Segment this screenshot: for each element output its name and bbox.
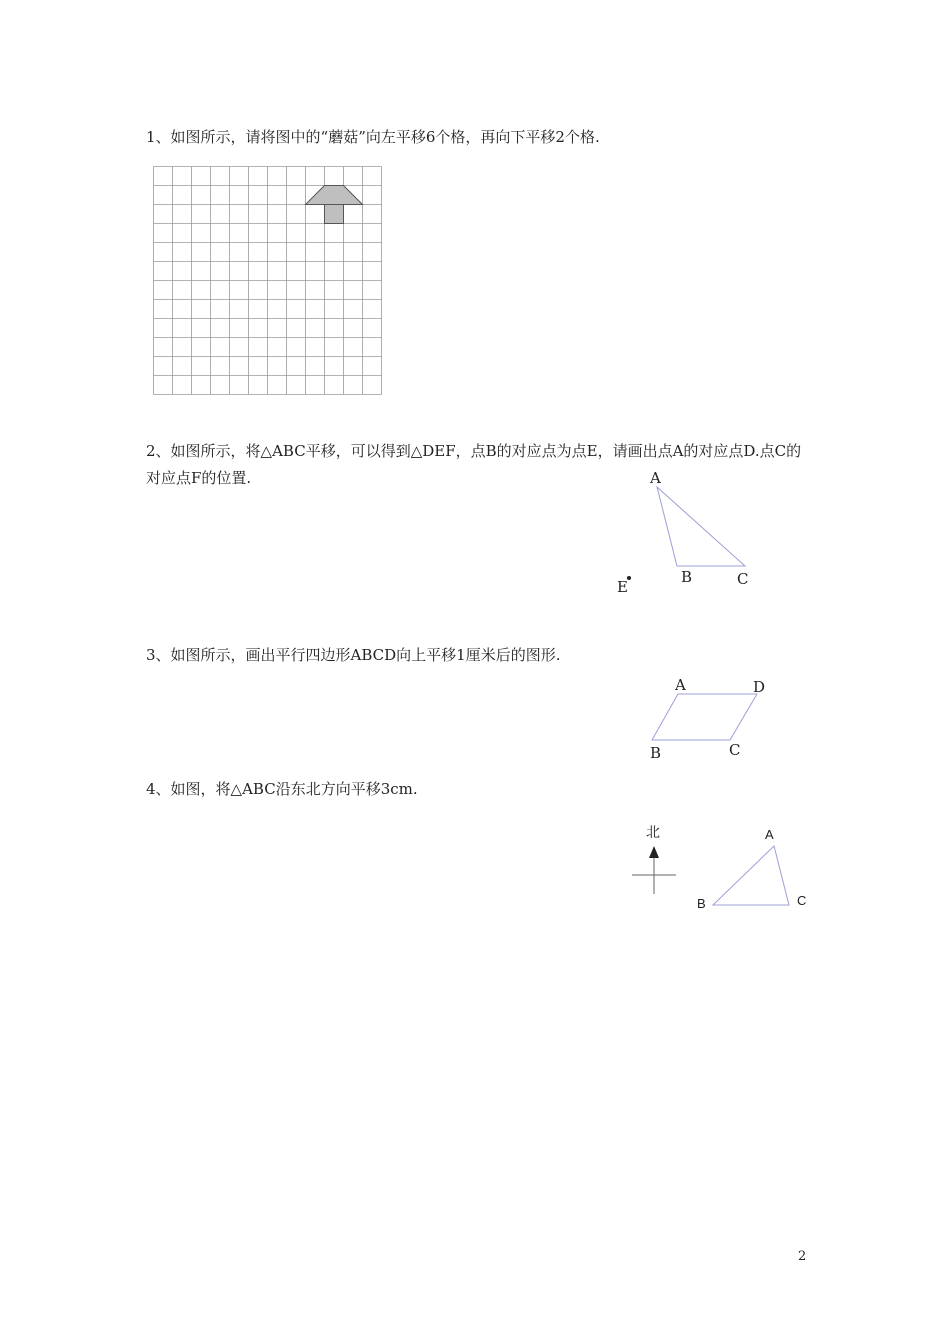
label-b: B bbox=[650, 744, 662, 762]
question-3: 3、如图所示，画出平行四边形ABCD向上平移1厘米后的图形. bbox=[146, 646, 561, 664]
label-b: B bbox=[681, 568, 693, 586]
label-c: C bbox=[797, 893, 807, 908]
label-e: E bbox=[617, 578, 628, 596]
label-c: C bbox=[737, 570, 749, 588]
mushroom-cap bbox=[306, 186, 363, 205]
mushroom-stem bbox=[325, 205, 344, 224]
north-label: 北 bbox=[646, 825, 660, 841]
north-arrow-icon bbox=[649, 846, 659, 858]
triangle-abc-outline bbox=[657, 487, 745, 566]
question-1: 1、如图所示，请将图中的“蘑菇”向左平移6个格，再向下平移2个格. bbox=[146, 128, 600, 146]
label-b: B bbox=[697, 896, 706, 911]
label-a: A bbox=[675, 676, 686, 694]
label-a: A bbox=[765, 827, 774, 842]
label-a: A bbox=[650, 469, 661, 487]
triangle-abc-outline bbox=[713, 846, 789, 905]
grid-figure bbox=[153, 166, 381, 396]
question-4: 4、如图，将△ABC沿东北方向平移3cm. bbox=[146, 780, 418, 798]
label-c: C bbox=[729, 741, 741, 759]
page-number: 2 bbox=[798, 1249, 807, 1264]
triangle-abc-figure-4 bbox=[700, 830, 800, 920]
parallelogram-outline bbox=[652, 694, 757, 740]
triangle-abc-figure-2 bbox=[640, 470, 770, 610]
question-2: 2、如图所示，将△ABC平移，可以得到△DEF，点B的对应点为点E，请画出点A的对应点D.点C的对应点F的位置. bbox=[146, 442, 802, 487]
north-compass bbox=[630, 840, 680, 900]
label-d: D bbox=[753, 678, 766, 696]
